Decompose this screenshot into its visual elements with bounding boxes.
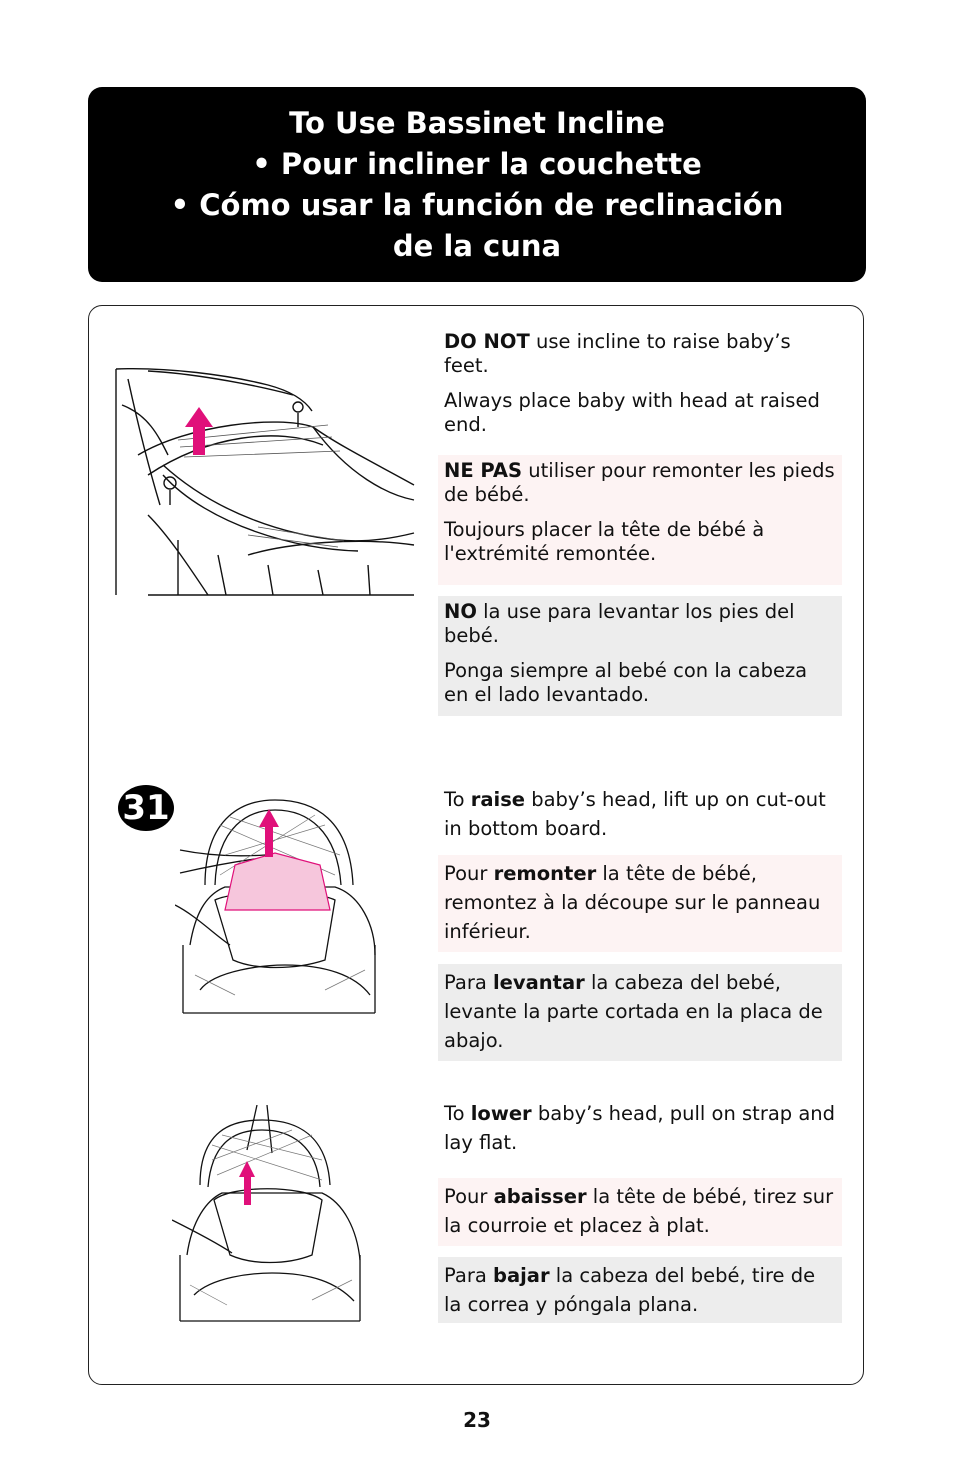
section-title-banner	[88, 87, 866, 282]
warning-en-bold: DO NOT	[444, 330, 530, 353]
warning-es-bold: NO	[444, 600, 477, 623]
warning-es-line2: Ponga siempre al bebé con la cabeza en el lado levantado.	[444, 659, 808, 706]
lower-es-pre: Para	[444, 1264, 493, 1287]
warning-es-line1: la use para levantar los pies del bebé.	[444, 600, 795, 647]
lower-fr	[438, 1178, 842, 1246]
raise-fr	[438, 855, 842, 952]
title-line-es: • Cómo usar la función de reclinación	[170, 187, 784, 222]
step-number-badge: 31	[118, 785, 174, 831]
lower-es-post: la cabeza del bebé, tire de la correa y póngala plana.	[444, 1264, 816, 1316]
raise-es-post: la cabeza del bebé, levante la parte cortada en la placa de abajo.	[444, 971, 823, 1052]
lower-en	[438, 1095, 842, 1161]
raise-fr-post: la tête de bébé, remontez à la découpe sur le panneau inférieur.	[444, 862, 821, 943]
page-number: 23	[463, 1408, 491, 1432]
warning-es	[438, 596, 842, 716]
lower-head-illustration	[172, 1105, 362, 1325]
warning-en-line1: use incline to raise baby’s feet.	[444, 330, 791, 377]
warning-fr-line1: utiliser pour remonter les pieds de bébé.	[444, 459, 835, 506]
bassinet-incline-illustration	[108, 365, 418, 600]
lower-fr-pre: Pour	[444, 1185, 494, 1208]
lower-en-bold: lower	[470, 1102, 532, 1125]
lower-en-post: baby’s head, pull on strap and lay flat.	[444, 1102, 836, 1154]
lower-en-pre: To	[444, 1102, 471, 1125]
lower-es-bold: bajar	[493, 1264, 550, 1287]
warning-fr-line2: Toujours placer la tête de bébé à l'extrémité remontée.	[444, 518, 765, 565]
lower-es	[438, 1257, 842, 1323]
raise-en-post: baby’s head, lift up on cut-out in bottom board.	[444, 788, 826, 840]
title-line-en: To Use Bassinet Incline	[289, 105, 665, 140]
warning-fr-bold: NE PAS	[444, 459, 523, 482]
warning-fr	[438, 455, 842, 585]
raise-en-pre: To	[444, 788, 471, 811]
warning-en-line2: Always place baby with head at raised end.	[444, 389, 820, 436]
raise-es-pre: Para	[444, 971, 493, 994]
raise-es-bold: levantar	[493, 971, 585, 994]
lower-fr-bold: abaisser	[493, 1185, 587, 1208]
raise-en	[438, 781, 842, 847]
raise-head-illustration	[175, 795, 380, 1017]
raise-fr-pre: Pour	[444, 862, 494, 885]
title-line-fr: • Pour incliner la couchette	[252, 146, 702, 181]
raise-fr-bold: remonter	[493, 862, 597, 885]
warning-en	[438, 326, 842, 441]
raise-es	[438, 964, 842, 1061]
lower-fr-post: la tête de bébé, tirez sur la courroie et placez à plat.	[444, 1185, 834, 1237]
title-line-es-cont: de la cuna	[392, 228, 562, 263]
raise-en-bold: raise	[470, 788, 526, 811]
